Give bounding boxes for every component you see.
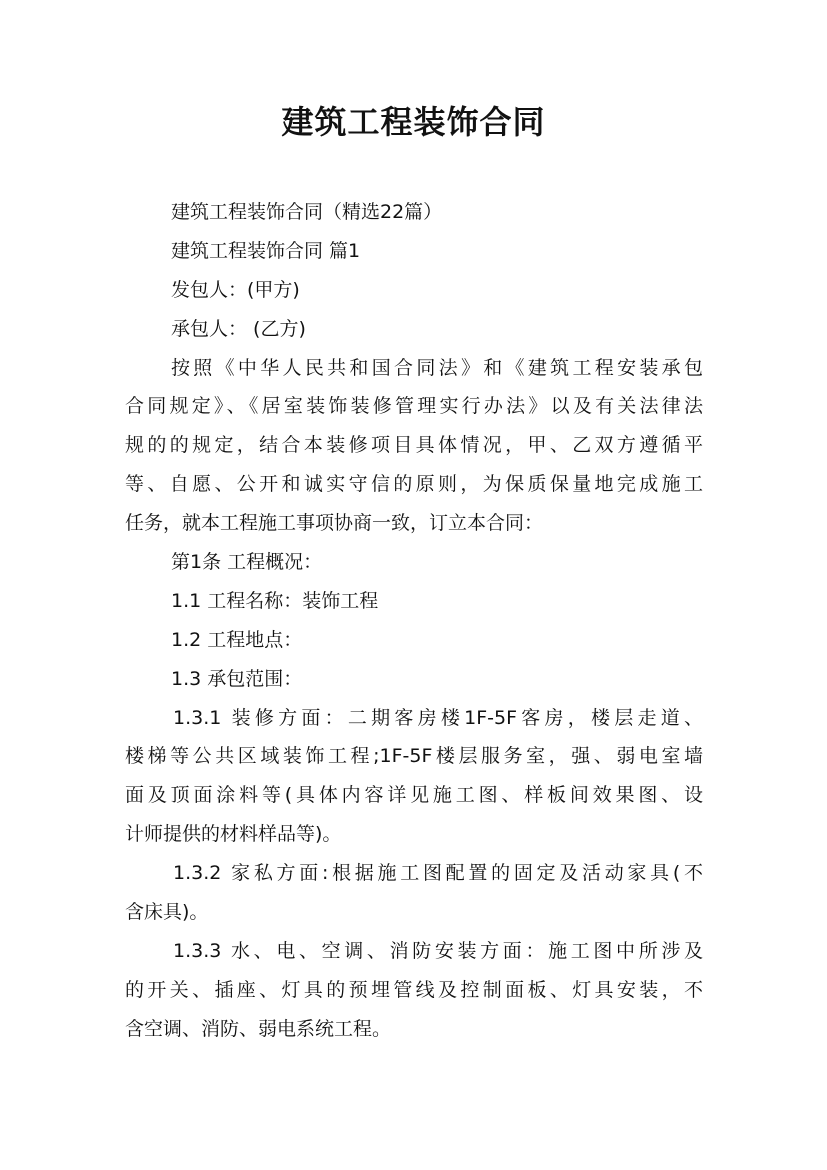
document-body [125, 193, 703, 1049]
paragraph-line: 规的的规定，结合本装修项目具体情况，甲、乙双方遵循平 [125, 434, 703, 457]
clause-line: 1.2 工程地点： [171, 628, 303, 651]
paragraph-line: 含空调、消防、弱电系统工程。 [125, 1017, 392, 1040]
document-title: 建筑工程装饰合同 [281, 103, 546, 141]
clause-line: 1.1 工程名称：装饰工程 [171, 589, 379, 612]
paragraph-line: 合同规定》、《居室装饰装修管理实行办法》以及有关法律法 [125, 395, 703, 418]
clause-line: 1.3 承包范围： [171, 667, 303, 690]
paragraph-line: 1.3.1 装修方面：二期客房楼1F-5F客房，楼层走道、 [173, 706, 703, 729]
paragraph-line: 任务，就本工程施工事项协商一致，订立本合同： [125, 512, 544, 535]
party-b-line: 承包人： (乙方) [171, 317, 306, 340]
paragraph-line: 含床具)。 [125, 901, 209, 924]
paragraph-line: 按照《中华人民共和国合同法》和《建筑工程安装承包 [171, 356, 703, 379]
paragraph-line: 等、自愿、公开和诚实守信的原则，为保质保量地完成施工 [125, 473, 703, 496]
article-heading: 第1条 工程概况： [171, 551, 323, 574]
paragraph-line: 的开关、插座、灯具的预埋管线及控制面板、灯具安装，不 [125, 978, 703, 1001]
paragraph-line: 1.3.3 水、电、空调、消防安装方面：施工图中所涉及 [173, 939, 703, 962]
paragraph-line: 楼梯等公共区域装饰工程;1F-5F楼层服务室，强、弱电室墙 [125, 745, 703, 768]
section-heading: 建筑工程装饰合同 篇1 [171, 239, 361, 262]
paragraph-line: 面及顶面涂料等(具体内容详见施工图、样板间效果图、设 [125, 784, 703, 807]
paragraph-line: 计师提供的材料样品等)。 [125, 823, 342, 846]
subtitle-line: 建筑工程装饰合同（精选22篇） [171, 201, 443, 223]
party-a-line: 发包人：(甲方) [171, 278, 300, 301]
paragraph-line: 1.3.2 家私方面:根据施工图配置的固定及活动家具(不 [173, 862, 703, 885]
